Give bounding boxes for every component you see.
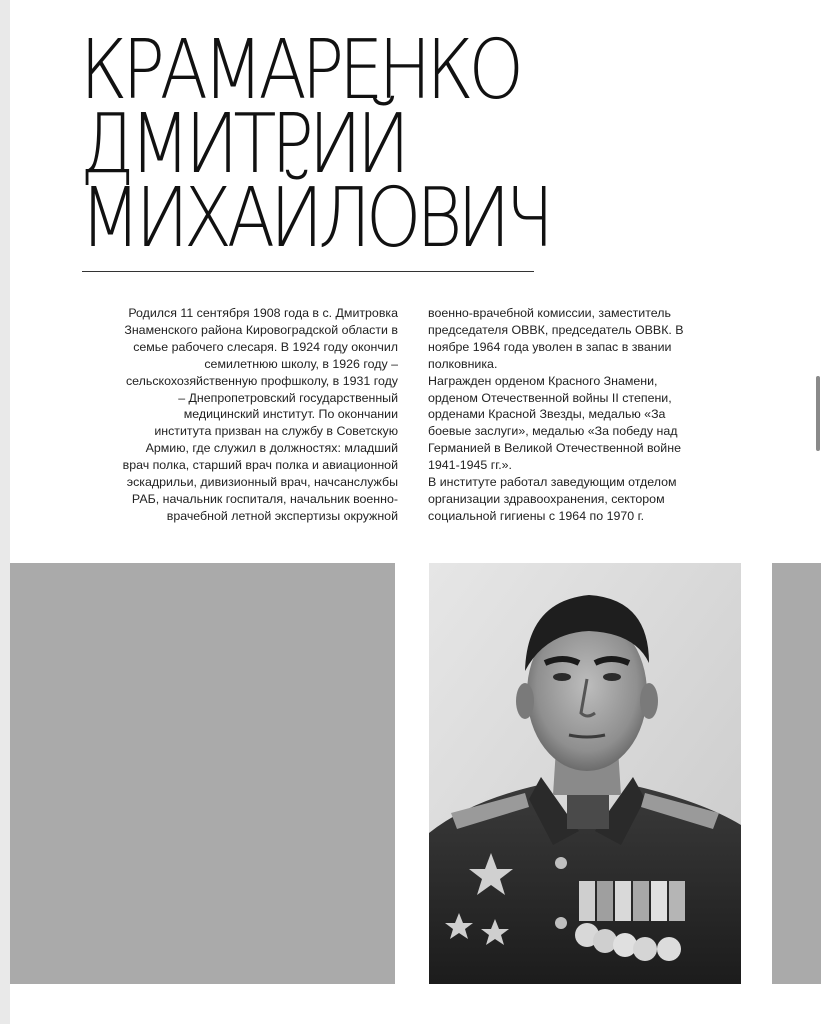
biography-right-column	[428, 305, 728, 525]
gray-placeholder-right	[772, 563, 821, 984]
bio-line: 1941-1945 гг.».	[428, 458, 512, 473]
document-page	[10, 0, 821, 1024]
biography-left-column	[84, 305, 398, 525]
bio-line: орденом Отечественной войны II степени,	[428, 390, 672, 405]
portrait-photo	[429, 563, 741, 984]
bio-line: врачебной летной экспертизы окружной	[166, 508, 398, 523]
bio-line: врач полка, старший врач полка и авиационной	[122, 458, 398, 473]
bio-line: председателя ОВВК, председатель ОВВК. В	[428, 322, 684, 337]
bio-line: Германией в Великой Отечественной войне	[428, 441, 681, 456]
bio-line: В институте работал заведующим отделом	[428, 475, 677, 490]
title-name: ДМИТРИЙ	[80, 97, 405, 192]
bio-line: орденами Красной Звезды, медалью «За	[428, 407, 666, 422]
bio-line: социальной гигиены с 1964 по 1970 г.	[428, 508, 645, 523]
bio-line: Награжден орденом Красного Знамени,	[428, 373, 658, 388]
bio-line: ноябре 1964 года уволен в запас в звании	[428, 339, 672, 354]
bio-line: семье рабочего слесаря. В 1924 году окончил	[133, 339, 398, 354]
bio-line: РАБ, начальник госпиталя, начальник военно-	[131, 491, 398, 506]
bio-line: Родился 11 сентября 1908 года в с. Дмитровка	[128, 306, 398, 320]
bio-line: семилетнюю школу, в 1926 году –	[204, 356, 398, 371]
title-surname: КРАМАРЕНКО	[80, 23, 519, 118]
bio-line: организации здравоохранения, сектором	[428, 491, 665, 506]
title-patronymic: МИХАЙЛОВИЧ	[80, 171, 549, 266]
page-title	[80, 23, 549, 266]
bio-line: института призван на службу в Советскую	[154, 424, 398, 439]
bio-line: эскадрильи, дивизионный врач, начсанслужбы	[126, 475, 398, 490]
gray-placeholder-left	[10, 563, 395, 984]
title-divider	[82, 271, 534, 272]
bio-line: военно-врачебной комиссии, заместитель	[428, 306, 671, 320]
vertical-scrollbar[interactable]	[816, 376, 820, 451]
bio-line: медицинский институт. По окончании	[183, 407, 398, 422]
bio-line: сельскохозяйственную профшколу, в 1931 году	[125, 373, 398, 388]
bio-line: – Днепропетровский государственный	[178, 390, 398, 405]
bio-line: Знаменского района Кировоградской области в	[124, 322, 398, 337]
bio-line: боевые заслуги», медалью «За победу над	[428, 424, 678, 439]
bio-line: Армию, где служил в должностях: младший	[145, 441, 398, 456]
bio-line: полковника.	[428, 356, 498, 371]
